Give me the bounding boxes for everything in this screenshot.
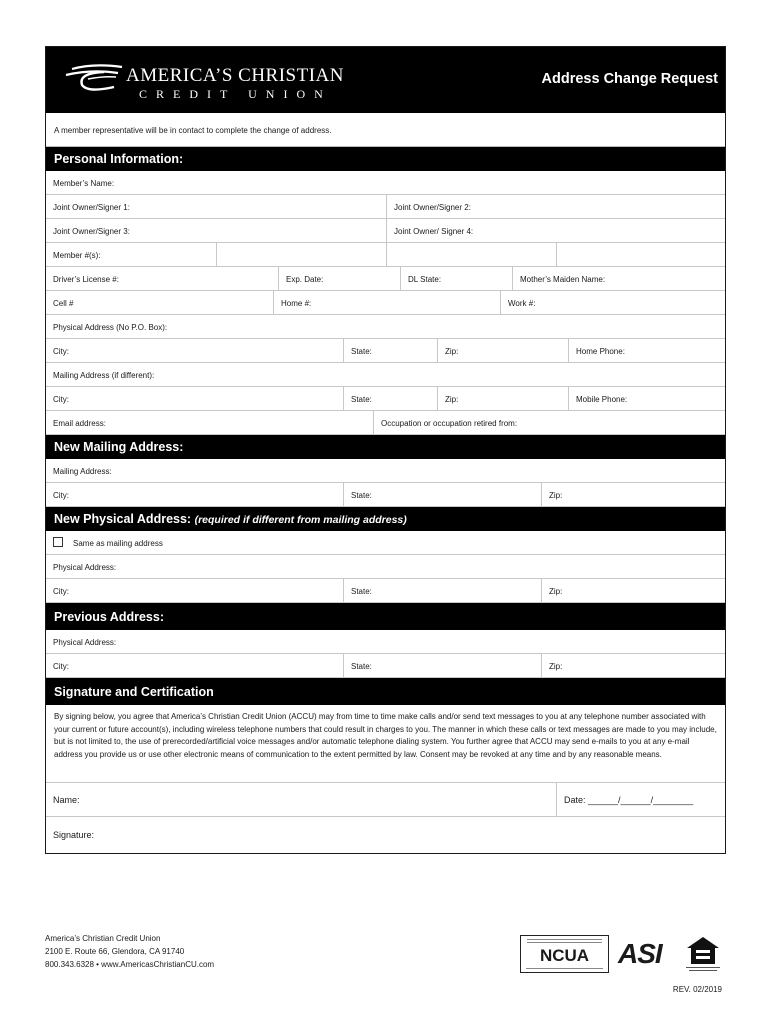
maiden-name-field[interactable]: Mother’s Maiden Name: xyxy=(512,267,605,290)
logo-name: AMERICA’S CHRISTIAN xyxy=(126,65,344,86)
new-physical-state-field[interactable]: State: xyxy=(343,579,541,602)
exp-date-field[interactable]: Exp. Date: xyxy=(278,267,400,290)
name-field[interactable]: Name: xyxy=(53,795,80,805)
footer-org: America’s Christian Credit Union xyxy=(45,934,161,943)
joint-owner-row-1 xyxy=(46,195,725,219)
previous-city-field[interactable]: City: xyxy=(53,662,69,671)
ncua-logo xyxy=(520,935,609,973)
address-change-form xyxy=(45,46,726,854)
mailing-zip-field[interactable]: Zip: xyxy=(437,387,568,410)
name-date-row xyxy=(46,783,725,817)
footer-contact: 800.343.6328 • www.AmericasChristianCU.com xyxy=(45,960,215,969)
physical-address-row[interactable] xyxy=(46,315,725,339)
date-field[interactable]: Date: ______/______/________ xyxy=(556,783,693,816)
city-state-zip-row xyxy=(46,339,725,363)
new-mailing-zip-field[interactable]: Zip: xyxy=(541,483,562,506)
section-signature-certification: Signature and Certification xyxy=(46,678,725,705)
new-physical-heading: New Physical Address: xyxy=(54,512,192,526)
accu-logo xyxy=(64,61,344,101)
new-physical-heading-note: (required if different from mailing address) xyxy=(194,514,407,526)
ncua-text: NCUA xyxy=(539,946,590,965)
same-as-mailing-label: Same as mailing address xyxy=(73,539,163,548)
cell-field[interactable]: Cell # xyxy=(53,299,74,308)
mailing-city-field[interactable]: City: xyxy=(53,395,69,404)
previous-address-row[interactable] xyxy=(46,630,725,654)
new-physical-city-row xyxy=(46,579,725,603)
zip-field[interactable]: Zip: xyxy=(437,339,568,362)
section-new-mailing-address: New Mailing Address: xyxy=(46,435,725,459)
logo-swoosh-icon xyxy=(64,63,126,95)
member-number-blank-1[interactable] xyxy=(216,243,386,266)
same-as-mailing-row xyxy=(46,531,725,555)
work-number-field[interactable]: Work #: xyxy=(500,291,535,314)
previous-address-label: Physical Address: xyxy=(53,638,117,647)
members-name-label: Member’s Name: xyxy=(53,179,115,188)
mailing-state-field[interactable]: State: xyxy=(343,387,437,410)
joint-owner-3-field[interactable]: Joint Owner/Signer 3: xyxy=(53,227,130,236)
section-previous-address: Previous Address: xyxy=(46,603,725,630)
equal-housing-lender-icon xyxy=(683,934,723,974)
form-header xyxy=(46,47,725,113)
phone-numbers-row xyxy=(46,291,725,315)
footer-address xyxy=(45,932,214,971)
city-field[interactable]: City: xyxy=(53,347,69,356)
email-field[interactable]: Email address: xyxy=(53,419,106,428)
member-number-blank-3[interactable] xyxy=(556,243,564,266)
member-number-row xyxy=(46,243,725,267)
home-phone-field[interactable]: Home Phone: xyxy=(568,339,625,362)
member-number-field[interactable]: Member #(s): xyxy=(53,251,101,260)
joint-owner-4-field[interactable]: Joint Owner/ Signer 4: xyxy=(386,219,473,242)
mailing-city-state-zip-row xyxy=(46,387,725,411)
home-number-field[interactable]: Home #: xyxy=(273,291,500,314)
new-mailing-state-field[interactable]: State: xyxy=(343,483,541,506)
form-title: Address Change Request xyxy=(541,71,718,87)
new-mailing-city-row xyxy=(46,483,725,507)
new-physical-address-label: Physical Address: xyxy=(53,563,117,572)
joint-owner-2-field[interactable]: Joint Owner/Signer 2: xyxy=(386,195,471,218)
new-physical-address-row[interactable] xyxy=(46,555,725,579)
members-name-row[interactable] xyxy=(46,171,725,195)
member-number-blank-2[interactable] xyxy=(386,243,556,266)
form-note: A member representative will be in contact to complete the change of address. xyxy=(46,113,725,147)
revision-date: REV. 02/2019 xyxy=(672,985,722,994)
physical-address-label: Physical Address (No P.O. Box): xyxy=(53,323,168,332)
asi-logo: ASI xyxy=(618,938,662,969)
joint-owner-row-2 xyxy=(46,219,725,243)
mobile-phone-field[interactable]: Mobile Phone: xyxy=(568,387,627,410)
section-new-physical-address xyxy=(46,507,725,531)
mailing-address-row[interactable] xyxy=(46,363,725,387)
mailing-address-label: Mailing Address (if different): xyxy=(53,371,155,380)
previous-state-field[interactable]: State: xyxy=(343,654,541,677)
same-as-mailing-checkbox[interactable] xyxy=(53,537,63,547)
new-mailing-city-field[interactable]: City: xyxy=(53,491,69,500)
drivers-license-field[interactable]: Driver’s License #: xyxy=(53,275,119,284)
section-personal-information: Personal Information: xyxy=(46,147,725,171)
previous-city-row xyxy=(46,654,725,678)
footer-street: 2100 E. Route 66, Glendora, CA 91740 xyxy=(45,947,185,956)
drivers-license-row xyxy=(46,267,725,291)
new-mailing-address-row[interactable] xyxy=(46,459,725,483)
new-physical-city-field[interactable]: City: xyxy=(53,587,69,596)
logo-subtitle: CREDIT UNION xyxy=(139,87,332,101)
new-mailing-address-label: Mailing Address: xyxy=(53,467,112,476)
signature-row[interactable] xyxy=(46,817,725,853)
dl-state-field[interactable]: DL State: xyxy=(400,267,512,290)
joint-owner-1-field[interactable]: Joint Owner/Signer 1: xyxy=(53,203,130,212)
certification-text: By signing below, you agree that America’s Christian Credit Union (ACCU) may from time to time make calls and/or send text messages to you at any telephone number associated with your current or future account(s), including wireless telephone numbers that could result in charges to you. The manner in which these calls or text messages are made to you may include, but is not limited to, the use of prerecorded/artificial voice messages and/or automatic telephone dialing system. You further agree that ACCU may send e-mails to you at any e-mail address you provide us or use other electronic means of communication to the extent permitted by law. Consent may be revoked at any time and by any reasonable means. xyxy=(46,705,725,783)
email-occupation-row xyxy=(46,411,725,435)
new-physical-zip-field[interactable]: Zip: xyxy=(541,579,562,602)
signature-label: Signature: xyxy=(53,830,95,840)
occupation-field[interactable]: Occupation or occupation retired from: xyxy=(373,411,517,434)
previous-zip-field[interactable]: Zip: xyxy=(541,654,562,677)
state-field[interactable]: State: xyxy=(343,339,437,362)
